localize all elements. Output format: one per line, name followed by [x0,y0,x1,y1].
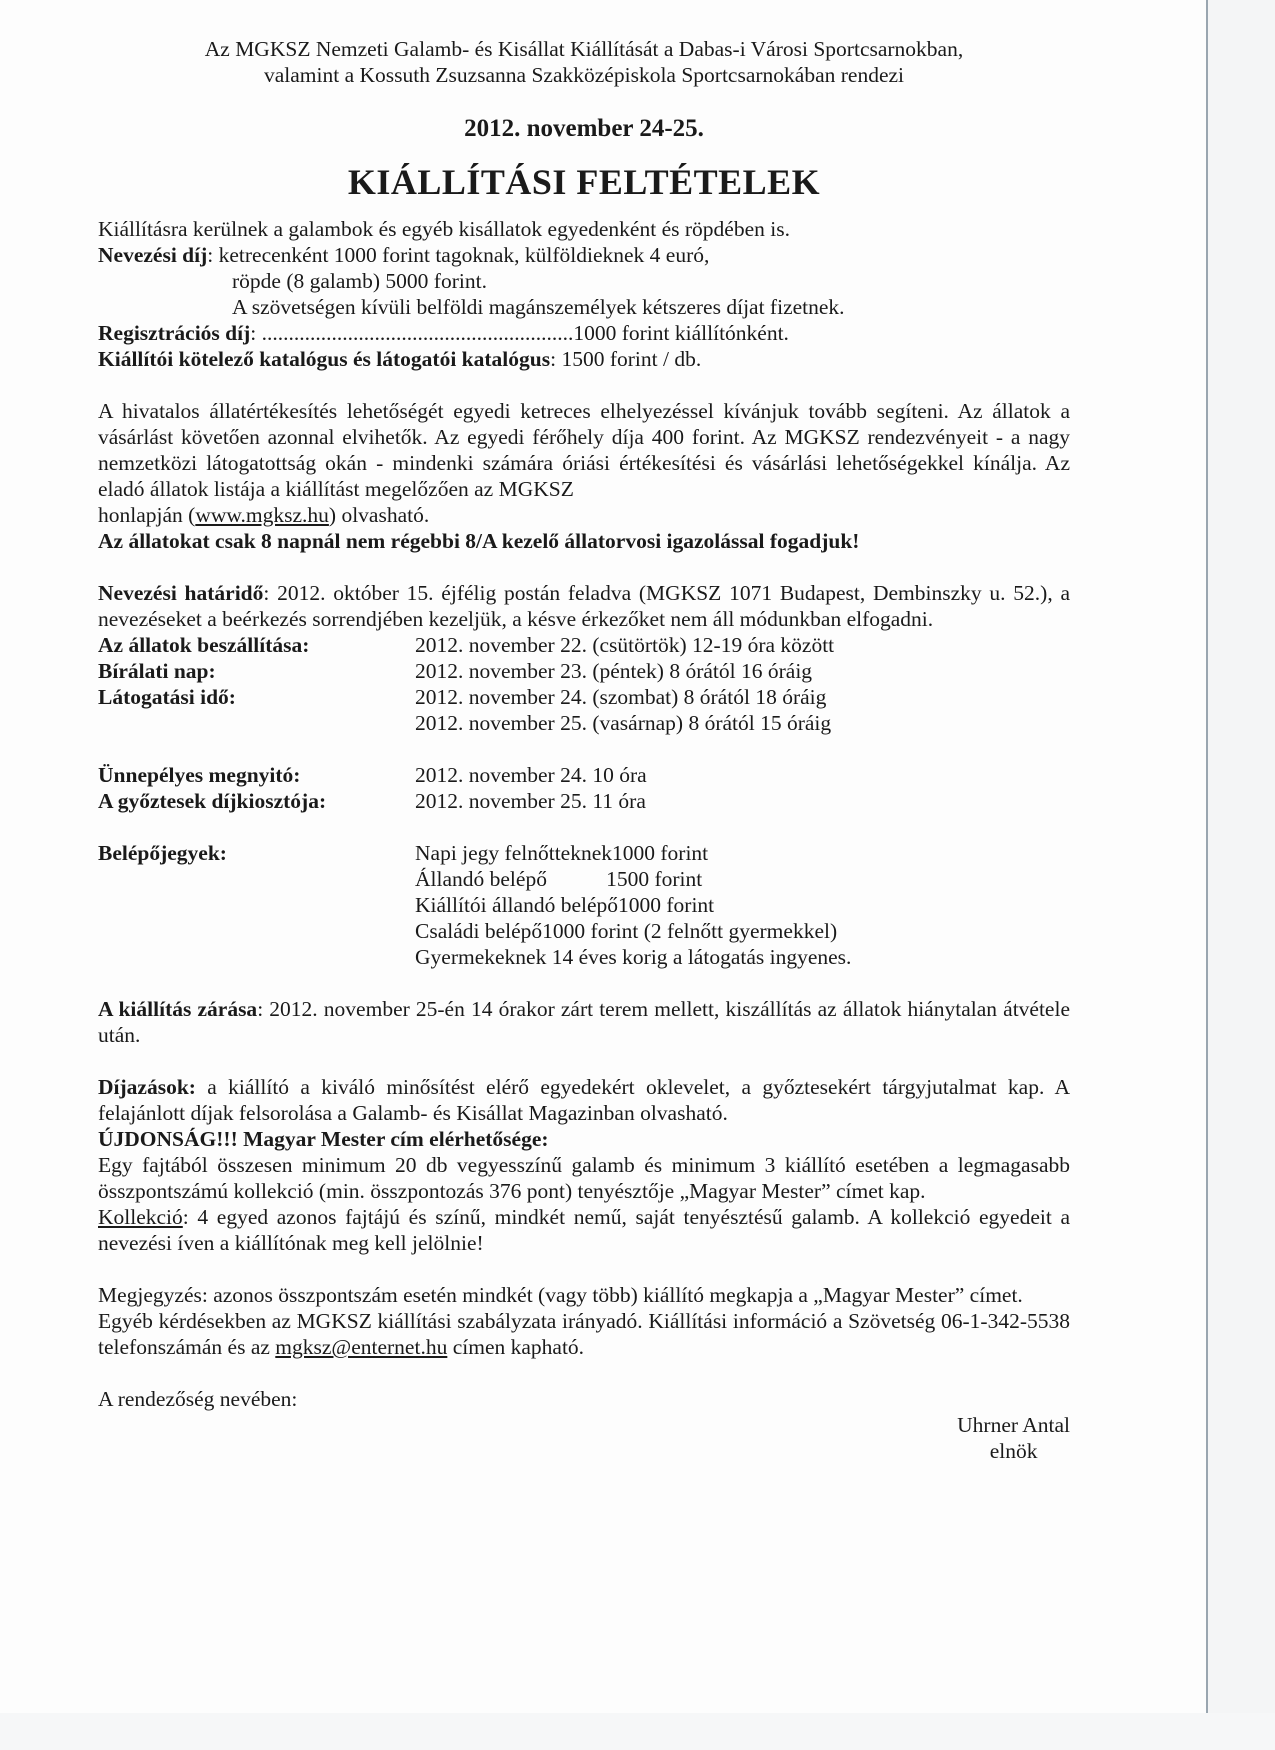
fees-intro: Kiállításra kerülnek a galambok és egyéb kisállatok egyedenként és röpdében is. [98,217,790,241]
schedule-label: Látogatási idő: [98,685,236,709]
closing-label: A kiállítás zárása [98,997,258,1021]
tickets-block [98,840,1070,970]
registration-fee-line [98,320,1070,346]
signatory-role: elnök [989,1439,1038,1463]
collection-label: Kollekció [98,1205,183,1229]
tickets-label: Belépőjegyek: [98,841,227,865]
scan-margin-right [1206,0,1275,1750]
notes-section [98,1282,1070,1360]
schedule-value: 2012. november 25. (vasárnap) 8 órától 15 óráig [415,711,832,735]
info-paragraph: A hivatalos állatértékesítés lehetőségét egyedi ketreces elhelyezéssel kívánjuk tovább segíteni. Az állatok a vásárlást követően azonnal elvihetők. Az egyedi férőhely díja 400 forint. Az MGKSZ rendezvényeit - a nagy nemzetközi látogatottság okán - mindenki számára óriási értékesítési és vásárlási lehetőségekkel kínálja. Az eladó állatok listája a kiállítást megelőzően az MGKSZ [98,399,1070,501]
note-paragraph: Megjegyzés: azonos összpontszám esetén mindkét (vagy több) kiállító megkapja a „Magyar Mester” címet. [98,1283,1023,1307]
deadline-paragraph [98,580,1070,632]
page-edge [1206,0,1208,1750]
event-label: Ünnepélyes megnyitó: [98,763,301,787]
collection-paragraph [98,1204,1070,1256]
intro-line-2: valamint a Kossuth Zsuzsanna Szakközépiskola Sportcsarnokában rendezi [263,63,905,87]
awards-text: a kiállító a kiváló minősítést elérő egyedekért oklevelet, a győztesekért tárgyjutalmat kap. A felajánlott díjak felsorolása a Galamb- és Kisállat Magazinban olvasható. [98,1075,1070,1125]
signature-block [98,1412,1070,1464]
schedule-value: 2012. november 22. (csütörtök) 12-19 óra között [415,633,835,657]
ticket-item: Kiállítói állandó belépő1000 forint [415,893,715,917]
new-feature-heading: ÚJDONSÁG!!! Magyar Mester cím elérhetősége: [98,1127,549,1151]
document-body [98,36,1070,1464]
catalog-fee-text: : 1500 forint / db. [550,347,702,371]
entry-fee-line-3: A szövetségen kívüli belföldi magánszemélyek kétszeres díjat fizetnek. [232,295,845,319]
schedule-value: 2012. november 23. (péntek) 8 órától 16 óráig [415,659,813,683]
event-value: 2012. november 24. 10 óra [415,763,647,787]
collection-text: : 4 egyed azonos fajtájú és színű, mindkét nemű, saját tenyésztésű galamb. A kollekció egyedeit a nevezési íven a kiállítónak meg kell jelölnie! [98,1205,1070,1255]
ticket-item: Gyermekeknek 14 éves korig a látogatás ingyenes. [415,945,852,969]
awards-label: Díjazások: [98,1075,196,1099]
event-row [98,788,1070,814]
on-behalf-line: A rendezőség nevében: [98,1387,298,1411]
event-date: 2012. november 24-25. [464,115,704,142]
closing-text: : 2012. november 25-én 14 órakor zárt terem mellett, kiszállítás az állatok hiánytalan átvétele után. [98,997,1070,1047]
entry-fee-label: Nevezési díj [98,243,208,267]
info-end-text: honlapján ( [98,503,196,527]
entry-fee-line [98,242,1070,268]
ticket-row [98,840,1070,866]
schedule-row [98,658,1070,684]
schedule-row [98,632,1070,658]
registration-fee-text: : ..........................................................1000 forint kiállítónként. [250,321,789,345]
info-section [98,398,1070,554]
catalog-fee-line [98,346,1070,372]
catalog-fee-label: Kiállítói kötelező katalógus és látogatói katalógus [98,347,551,371]
awards-paragraph [98,1074,1070,1126]
signature [957,1412,1070,1464]
info-end-text-2: ) olvasható. [328,503,430,527]
events-list [98,762,1070,814]
schedule-label: Bírálati nap: [98,659,216,683]
schedule-list [98,632,1070,736]
entry-fee-line-2: röpde (8 galamb) 5000 forint. [232,269,487,293]
deadline-label: Nevezési határidő [98,581,264,605]
schedule-label [98,710,415,736]
ticket-item: Családi belépő1000 forint (2 felnőtt gyermekkel) [415,919,838,943]
deadline-text: : 2012. október 15. éjfélig postán feladva (MGKSZ 1071 Budapest, Dembinszky u. 52.), a nevezéseket a beérkezés sorrendjében kezeljük, a késve érkezőket nem áll módunkban elfogadni. [98,581,1070,631]
entry-fee-text: : ketrecenként 1000 forint tagoknak, külföldieknek 4 euró, [207,243,710,267]
ticket-item: Napi jegy felnőtteknek1000 forint [415,841,709,865]
vet-certificate-note: Az állatokat csak 8 napnál nem régebbi 8/A kezelő állatorvosi igazolással fogadjuk! [98,529,860,553]
ticket-row [98,918,1070,944]
ticket-item: Állandó belépő 1500 forint [415,867,703,891]
event-label: A győztesek díjkiosztója: [98,789,327,813]
ticket-row [98,866,1070,892]
event-row [98,762,1070,788]
contact-text-end: címen kapható. [447,1335,585,1359]
document-title: KIÁLLÍTÁSI FELTÉTELEK [347,162,821,202]
fees-section [98,216,1070,372]
website-link[interactable]: www.mgksz.hu [195,503,329,527]
schedule-value: 2012. november 24. (szombat) 8 órától 18 óráig [415,685,827,709]
schedule-label: Az állatok beszállítása: [98,633,310,657]
email-link[interactable]: mgksz@enternet.hu [275,1335,448,1359]
schedule-row [98,710,1070,736]
closing-paragraph [98,996,1070,1048]
awards-section [98,1074,1070,1256]
signatory-name: Uhrner Antal [957,1413,1070,1437]
contact-paragraph [98,1308,1070,1360]
ticket-row [98,944,1070,970]
info-paragraph-end [98,502,1070,528]
scan-margin-bottom [0,1713,1275,1750]
event-value: 2012. november 25. 11 óra [415,789,646,813]
schedule-row [98,684,1070,710]
registration-fee-label: Regisztrációs díj [98,321,251,345]
ticket-row [98,892,1070,918]
master-title-paragraph: Egy fajtából összesen minimum 20 db vegyesszínű galamb és minimum 3 kiállító esetében a legmagasabb összpontszámú kollekció (min. összpontozás 376 pont) tenyésztője „Magyar Mester” címet kap. [98,1153,1070,1203]
contact-text: Egyéb kérdésekben az MGKSZ kiállítási szabályzata irányadó. Kiállítási információ a Szövetség 06-1-342-5538 telefonszámán és az [98,1309,1070,1359]
intro-line-1: Az MGKSZ Nemzeti Galamb- és Kisállat Kiállítását a Dabas-i Városi Sportcsarnokban, [204,37,964,61]
